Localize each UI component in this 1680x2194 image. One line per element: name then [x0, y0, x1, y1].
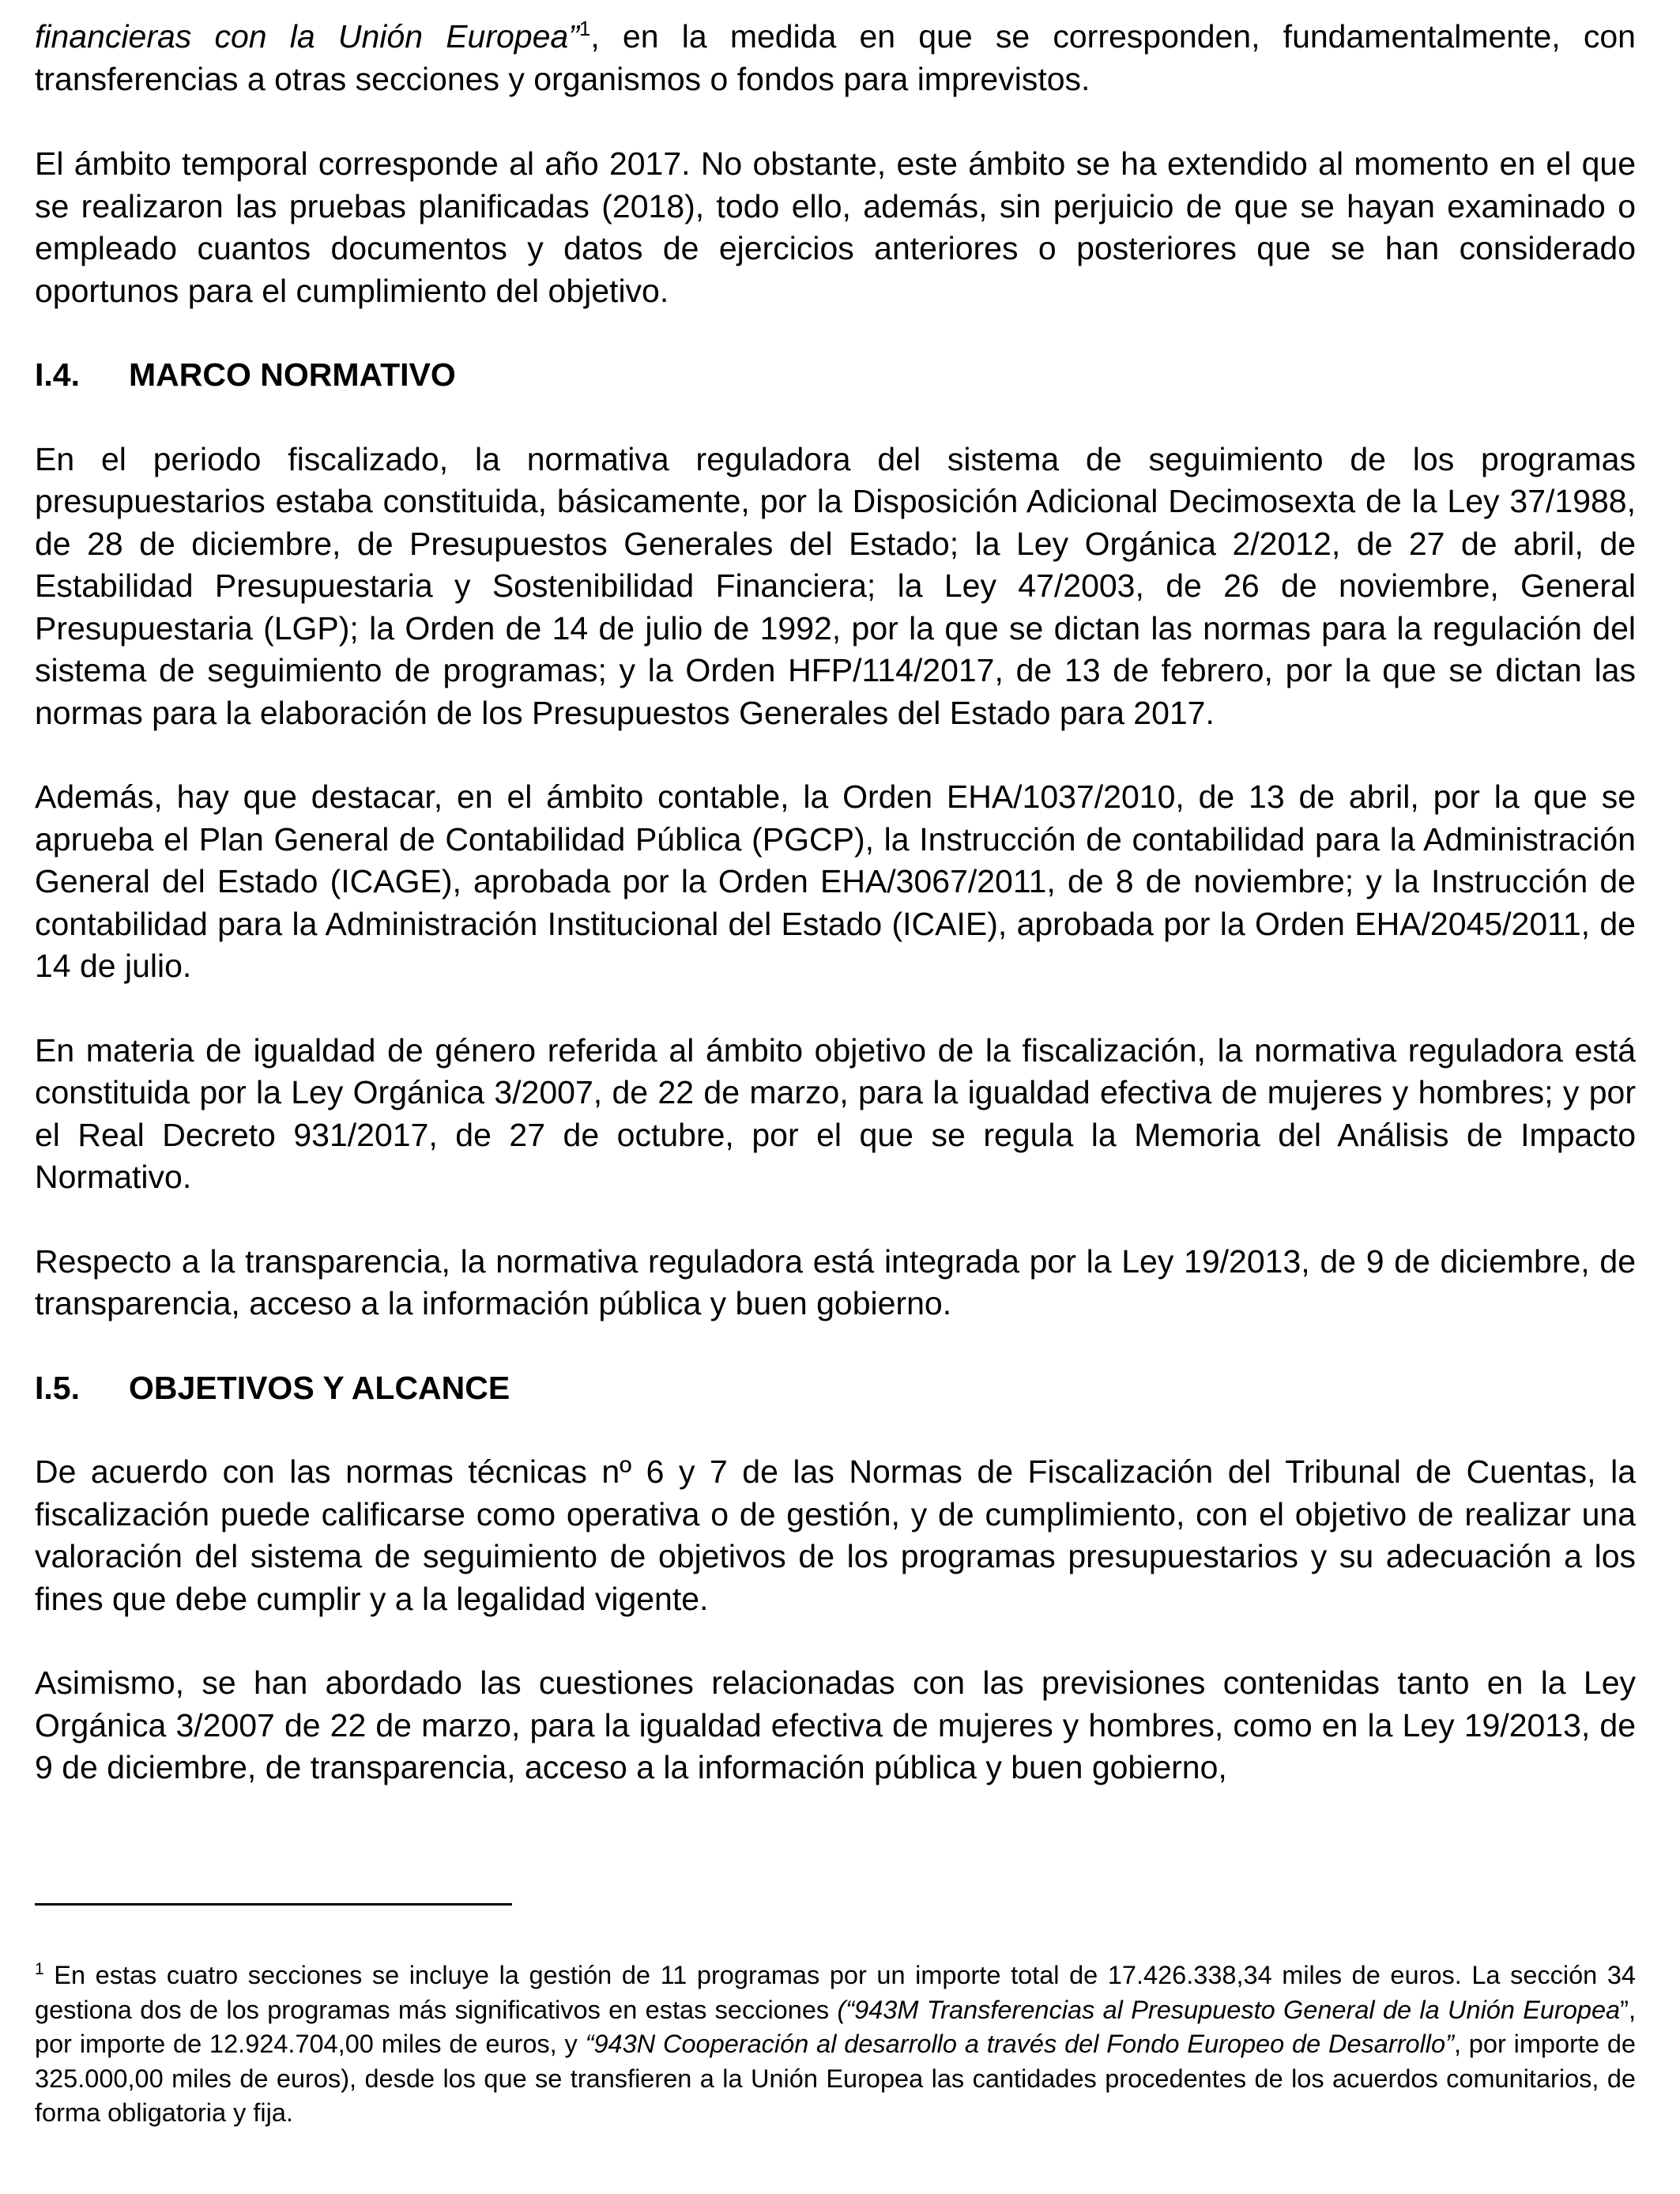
section-title: MARCO NORMATIVO [129, 356, 456, 393]
intro-text: , en la medida en que se corresponden, fundamentalmente, con transferencias a otras secciones y organismos o fondos para imprevistos. [35, 18, 1636, 97]
footnote-separator [35, 1903, 512, 1906]
footnote-text: En estas cuatro secciones se incluye la gestión de 11 programas por un importe total de 17.426.338,34 miles de euros. La sección 34 gestiona dos de los programas más significativos en estas secciones [35, 1961, 1636, 2024]
paragraph-igualdad-genero: En materia de igualdad de género referida al ámbito objetivo de la fiscalización, la normativa reguladora está constituida por la Ley Orgánica 3/2007, de 22 de marzo, para la igualdad efectiva de mujeres y hombres; y por el Real Decreto 931/2017, de 27 de octubre, por el que se regula la Memoria del Análisis de Impacto Normativo. [35, 1031, 1636, 1195]
section-heading-objetivos-alcance [35, 1367, 1636, 1410]
paragraph-ambito-contable: Además, hay que destacar, en el ámbito contable, la Orden EHA/1037/2010, de 13 de abril, por la que se aprueba el Plan General de Contabilidad Pública (PGCP), la Instrucción de contabilidad para la Administración General del Estado (ICAGE), aprobada por la Orden EHA/3067/2011, de 8 de noviembre; y la Instrucción de contabilidad para la Administración Institucional del Estado (ICAIE), aprobada por la Orden EHA/2045/2011, de 14 de julio. [35, 778, 1636, 984]
section-heading-marco-normativo [35, 354, 1636, 397]
section-number: I.5. [35, 1369, 80, 1406]
intro-paragraph [35, 16, 1636, 100]
paragraph-normativa-seguimiento: En el periodo fiscalizado, la normativa reguladora del sistema de seguimiento de los programas presupuestarios estaba constituida, básicamente, por la Disposición Adicional Decimosexta de la Ley 37/1988, de 28 de diciembre, de Presupuestos Generales del Estado; la Ley Orgánica 2/2012, de 27 de abril, de Estabilidad Presupuestaria y Sostenibilidad Financiera; la Ley 47/2003, de 26 de noviembre, General Presupuestaria (LGP); la Orden de 14 de julio de 1992, por la que se dictan las normas para la regulación del sistema de seguimiento de programas; y la Orden HFP/114/2017, de 13 de febrero, por la que se dictan las normas para la elaboración de los Presupuestos Generales del Estado para 2017. [35, 440, 1636, 731]
document-body [35, 16, 1636, 1831]
footnote [35, 1958, 1636, 2131]
paragraph-asimismo: Asimismo, se han abordado las cuestiones relacionadas con las previsiones contenidas tanto en la Ley Orgánica 3/2007 de 22 de marzo, para la igualdad efectiva de mujeres y hombres, como en la Ley 19/2013, de 9 de diciembre, de transparencia, acceso a la información pública y buen gobierno, [35, 1664, 1636, 1785]
footnote-text: , por importe de 325.000,00 miles de euros), desde los que se transfieren a la Unión Europea las cantidades procedentes de los acuerdos comunitarios, de forma obligatoria y fija. [35, 2030, 1636, 2127]
paragraph-normas-tecnicas: De acuerdo con las normas técnicas nº 6 y 7 de las Normas de Fiscalización del Tribunal de Cuentas, la fiscalización puede calificarse como operativa o de gestión, y de cumplimiento, con el objetivo de realizar una valoración del sistema de seguimiento de objetivos de los programas presupuestarios y su adecuación a los fines que debe cumplir y a la legalidad vigente. [35, 1453, 1636, 1617]
footnote-text: ”, por importe de 12.924.704,00 miles de euros, y [35, 1995, 1636, 2058]
footnote-marker: 1 [35, 1960, 44, 1978]
section-number: I.4. [35, 356, 80, 393]
temporal-scope-paragraph: El ámbito temporal corresponde al año 2017. No obstante, este ámbito se ha extendido al momento en el que se realizaron las pruebas planificadas (2018), todo ello, además, sin perjuicio de que se hayan examinado o empleado cuantos documentos y datos de ejercicios anteriores o posteriores que se han considerado oportunos para el cumplimiento del objetivo. [35, 145, 1636, 309]
footnote-reference[interactable]: 1 [578, 17, 591, 40]
paragraph-transparencia: Respecto a la transparencia, la normativa reguladora está integrada por la Ley 19/2013, de 9 de diciembre, de transparencia, acceso a la información pública y buen gobierno. [35, 1242, 1636, 1321]
section-title: OBJETIVOS Y ALCANCE [129, 1369, 510, 1406]
footnote-program-943n: “943N Cooperación al desarrollo a través del Fondo Europeo de Desarrollo” [585, 2030, 1454, 2058]
footnote-program-943m: (“943M Transferencias al Presupuesto General de la Unión Europea [837, 1995, 1621, 2024]
quoted-program-name: financieras con la Unión Europea” [35, 18, 579, 55]
